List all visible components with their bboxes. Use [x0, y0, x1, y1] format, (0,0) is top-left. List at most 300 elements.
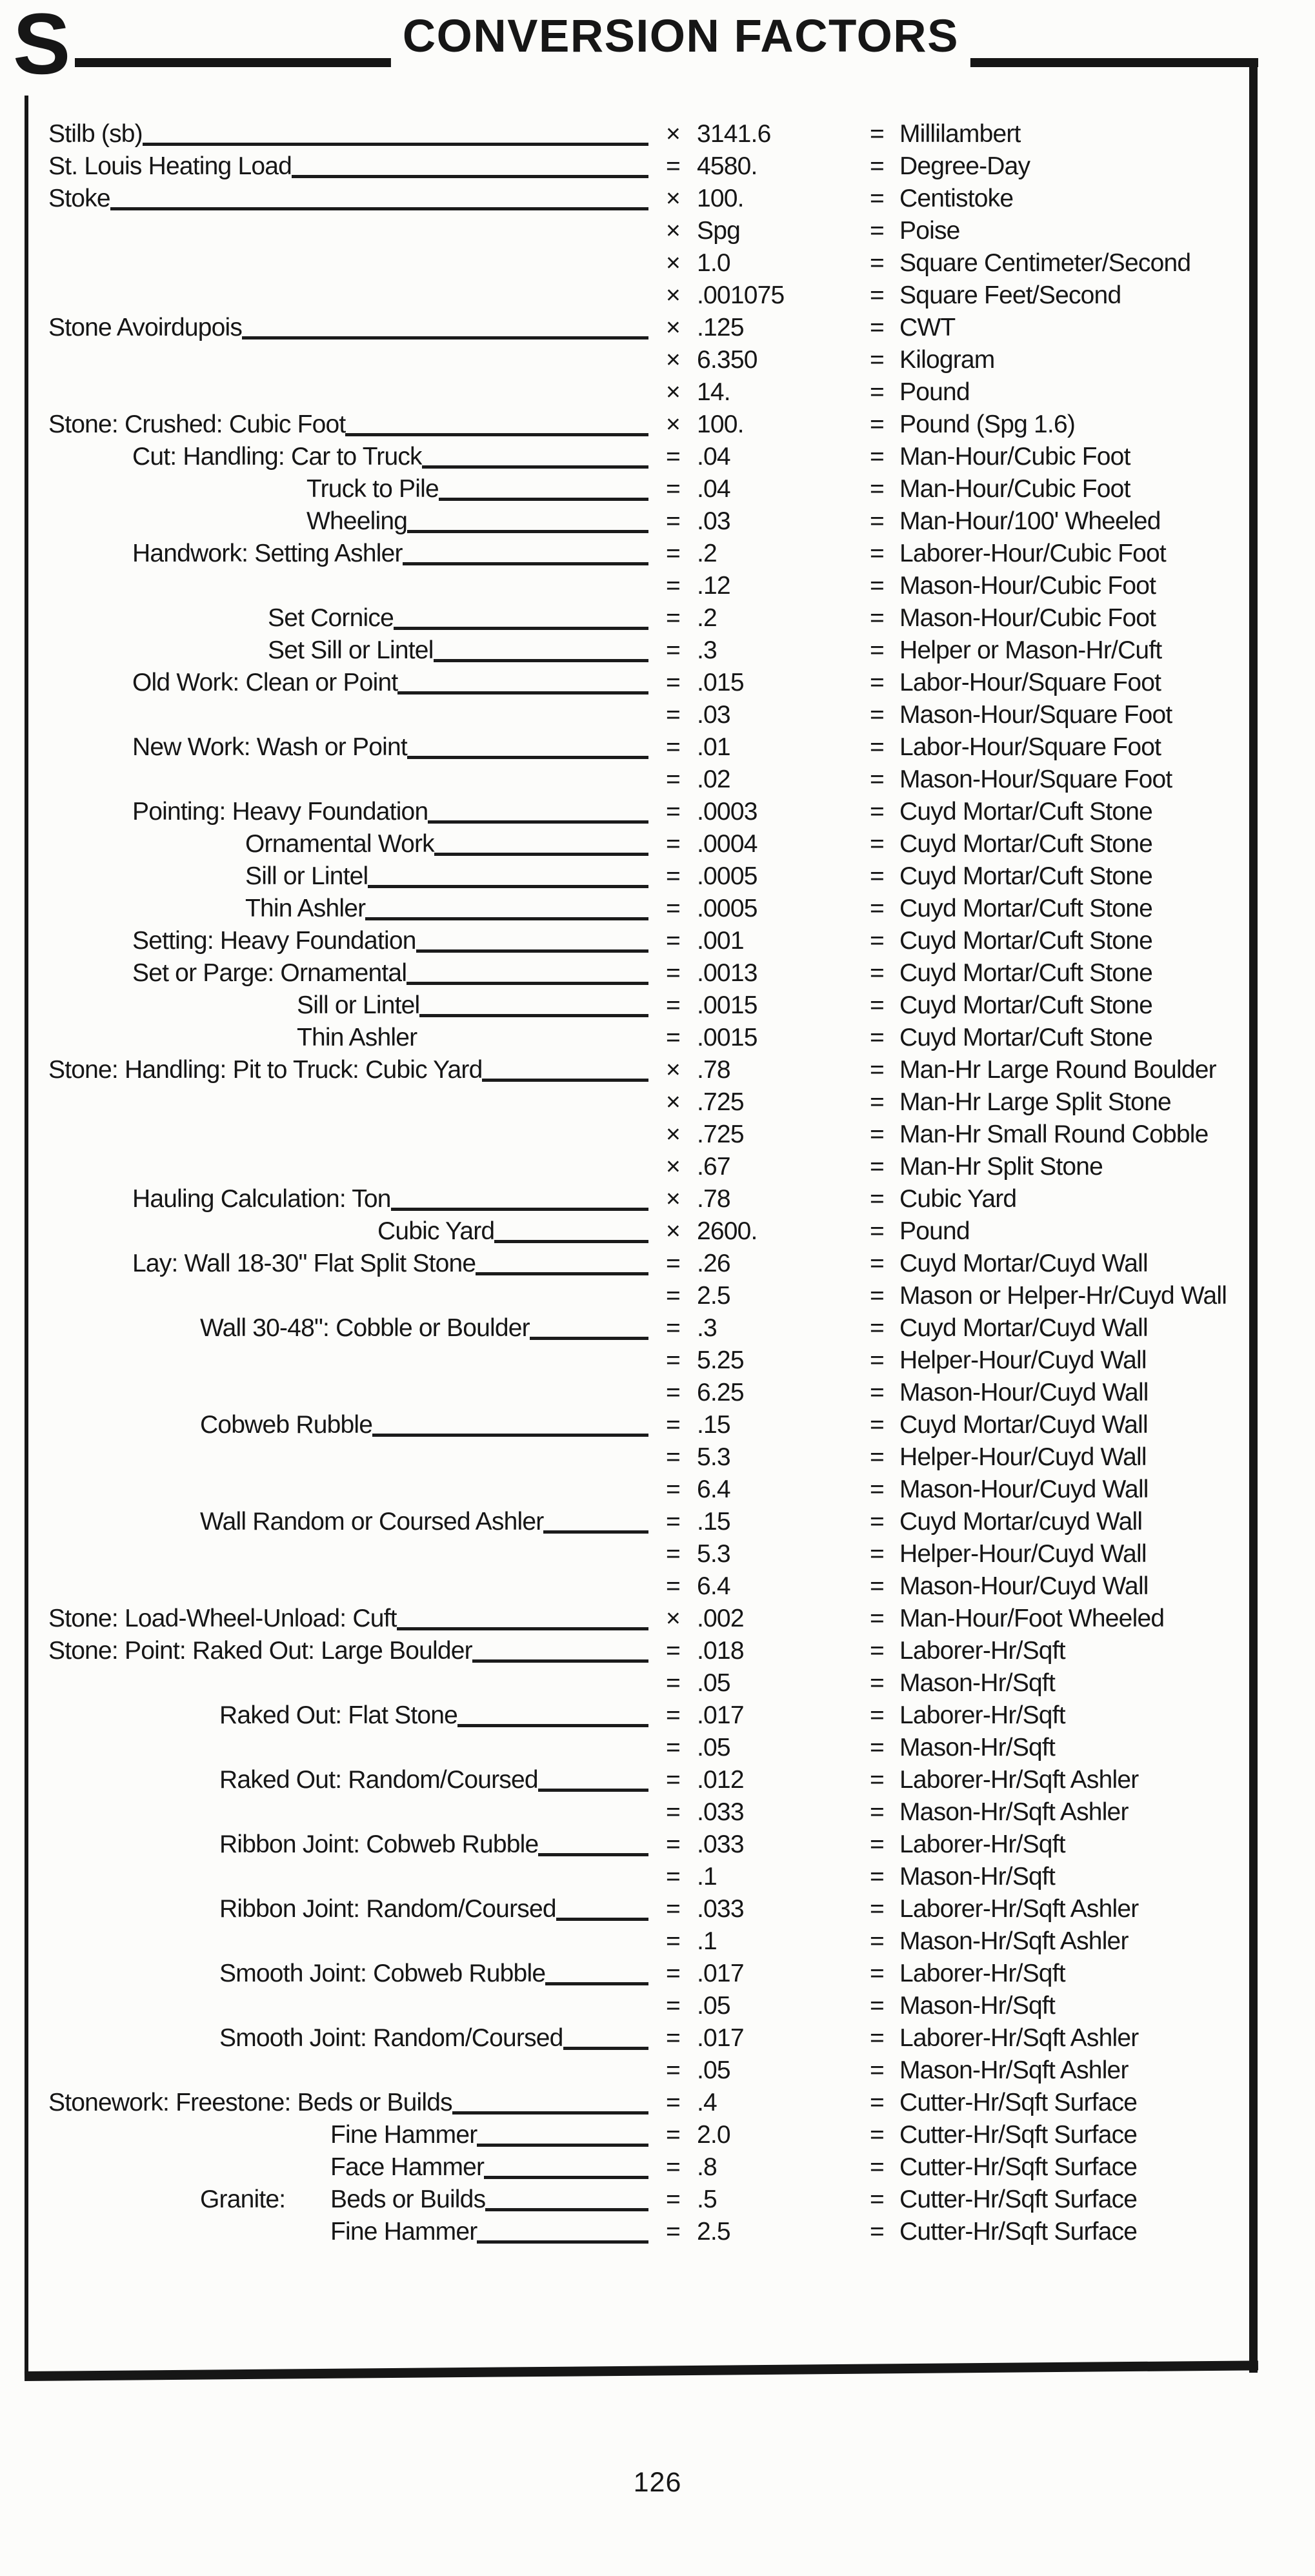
result-unit: Labor-Hour/Square Foot: [899, 669, 1161, 696]
table-row: [0, 1054, 1315, 1086]
row-factor: [666, 505, 730, 538]
row-operator: =: [666, 1346, 680, 1374]
result-unit: Square Feet/Second: [899, 281, 1121, 309]
row-operator: =: [666, 540, 680, 567]
row-factor: [666, 2151, 717, 2184]
result-equals-sign: =: [870, 507, 884, 535]
row-label: Beds or Builds: [330, 2186, 486, 2213]
row-label-group: [219, 1764, 648, 1796]
row-value: .001: [697, 927, 744, 955]
table-row: [0, 1119, 1315, 1151]
row-value: .033: [697, 1798, 744, 1826]
row-result: [870, 1861, 1055, 1893]
table-row: [0, 1151, 1315, 1183]
row-result: [870, 279, 1121, 312]
row-result: [870, 957, 1152, 989]
result-unit: CWT: [899, 314, 956, 341]
row-factor: [666, 699, 730, 731]
row-value: .018: [697, 1637, 744, 1665]
row-label: Ornamental Work: [245, 830, 434, 858]
row-label: Stone: Handling: Pit to Truck: Cubic Yard: [48, 1056, 483, 1084]
row-label: Raked Out: Flat Stone: [219, 1701, 458, 1729]
row-value: 100.: [697, 185, 744, 212]
result-unit: Laborer-Hr/Sqft Ashler: [899, 1895, 1139, 1923]
row-result: [870, 2216, 1137, 2248]
result-unit: Cuyd Mortar/Cuyd Wall: [899, 1411, 1148, 1439]
row-operator: =: [666, 1992, 680, 2020]
result-equals-sign: =: [870, 1831, 884, 1858]
result-unit: Mason-Hour/Cuyd Wall: [899, 1476, 1149, 1503]
result-unit: Cutter-Hr/Sqft Surface: [899, 2121, 1138, 2149]
row-result: [870, 1344, 1147, 1377]
row-result: [870, 1377, 1149, 1409]
leader-line: [407, 505, 648, 533]
row-factor: [666, 796, 758, 828]
leader-line: [563, 2022, 648, 2050]
table-row: [0, 1635, 1315, 1667]
result-equals-sign: =: [870, 927, 884, 955]
leader-line: [397, 667, 648, 695]
row-operator: =: [666, 1701, 680, 1729]
row-factor: [666, 1119, 744, 1151]
row-label-group: [219, 1893, 648, 1925]
result-unit: Pound: [899, 1217, 970, 1245]
row-result: [870, 409, 1075, 441]
row-value: 100.: [697, 411, 744, 438]
row-operator: =: [666, 1379, 680, 1406]
row-value: .05: [697, 2056, 730, 2084]
result-equals-sign: =: [870, 1024, 884, 1051]
row-operator: =: [666, 766, 680, 793]
row-result: [870, 1635, 1065, 1667]
row-value: 2.0: [697, 2121, 730, 2149]
result-equals-sign: =: [870, 1153, 884, 1181]
row-value: 4580.: [697, 152, 758, 180]
row-result: [870, 312, 955, 344]
row-operator: ×: [666, 249, 680, 277]
row-factor: [666, 1538, 730, 1570]
row-factor: [666, 2119, 730, 2151]
row-operator: =: [666, 2089, 680, 2116]
leader-line: [242, 312, 648, 340]
row-value: .0005: [697, 862, 758, 890]
table-row: [0, 1506, 1315, 1538]
row-result: [870, 1538, 1147, 1570]
row-operator: =: [666, 2186, 680, 2213]
row-factor: [666, 215, 740, 247]
row-factor: [666, 1377, 744, 1409]
row-value: 2.5: [697, 2218, 730, 2246]
row-factor: [666, 538, 717, 570]
row-label-group: [48, 183, 648, 215]
row-result: [870, 1280, 1227, 1312]
table-row: [0, 150, 1315, 183]
result-equals-sign: =: [870, 1185, 884, 1213]
leader-line: [452, 2087, 648, 2115]
result-equals-sign: =: [870, 2024, 884, 2052]
row-value: .002: [697, 1605, 744, 1632]
row-operator: =: [666, 862, 680, 890]
row-operator: =: [666, 1831, 680, 1858]
row-factor: [666, 957, 758, 989]
row-label-group: [132, 796, 648, 828]
table-row: [0, 312, 1315, 344]
result-unit: Cutter-Hr/Sqft Surface: [899, 2186, 1138, 2213]
row-label-group: [219, 1829, 648, 1861]
leader-line: [494, 1215, 648, 1243]
row-operator: =: [666, 1476, 680, 1503]
row-result: [870, 1667, 1055, 1699]
result-unit: Cutter-Hr/Sqft Surface: [899, 2153, 1138, 2181]
row-factor: [666, 183, 744, 215]
row-operator: =: [666, 152, 680, 180]
row-label-prefix: Granite:: [200, 2186, 286, 2213]
row-label-group: [330, 2184, 648, 2216]
row-value: 2600.: [697, 1217, 758, 1245]
result-equals-sign: =: [870, 1766, 884, 1794]
result-equals-sign: =: [870, 701, 884, 729]
row-operator: =: [666, 733, 680, 761]
row-operator: =: [666, 1540, 680, 1568]
table-row: [0, 215, 1315, 247]
row-result: [870, 699, 1172, 731]
result-unit: Mason-Hr/Sqft Ashler: [899, 2056, 1129, 2084]
row-label-group: [297, 989, 648, 1022]
table-row: [0, 1441, 1315, 1474]
result-equals-sign: =: [870, 991, 884, 1019]
result-equals-sign: =: [870, 895, 884, 922]
row-label: Set Sill or Lintel: [268, 636, 434, 664]
row-label: Set Cornice: [268, 604, 394, 632]
row-operator: =: [666, 1798, 680, 1826]
result-equals-sign: =: [870, 798, 884, 826]
result-equals-sign: =: [870, 120, 884, 148]
row-result: [870, 602, 1156, 634]
row-value: .8: [697, 2153, 717, 2181]
row-factor: [666, 1474, 730, 1506]
page-title: CONVERSION FACTORS: [391, 9, 970, 70]
row-value: .02: [697, 766, 730, 793]
result-equals-sign: =: [870, 281, 884, 309]
row-operator: ×: [666, 411, 680, 438]
result-unit: Laborer-Hr/Sqft Ashler: [899, 2024, 1139, 2052]
row-result: [870, 1119, 1209, 1151]
row-label-group: [219, 2022, 648, 2054]
result-unit: Cuyd Mortar/Cuft Stone: [899, 895, 1153, 922]
table-row: [0, 828, 1315, 860]
row-factor: [666, 1248, 730, 1280]
result-equals-sign: =: [870, 1121, 884, 1148]
row-result: [870, 1215, 970, 1248]
result-equals-sign: =: [870, 249, 884, 277]
row-factor: [666, 2022, 744, 2054]
row-label-group: [132, 957, 648, 989]
row-factor: [666, 893, 758, 925]
row-value: .017: [697, 2024, 744, 2052]
row-label-group: [132, 731, 648, 764]
result-equals-sign: =: [870, 1605, 884, 1632]
row-value: .5: [697, 2186, 717, 2213]
row-label: New Work: Wash or Point: [132, 733, 407, 761]
row-operator: ×: [666, 120, 680, 148]
result-equals-sign: =: [870, 572, 884, 600]
row-operator: =: [666, 927, 680, 955]
row-factor: [666, 1280, 730, 1312]
row-factor: [666, 118, 771, 150]
leader-line: [472, 1635, 648, 1663]
table-row: [0, 2119, 1315, 2151]
row-operator: =: [666, 701, 680, 729]
result-equals-sign: =: [870, 152, 884, 180]
row-result: [870, 376, 970, 409]
leader-line: [434, 828, 648, 856]
leader-line: [345, 409, 648, 436]
leader-line: [407, 957, 648, 985]
row-result: [870, 2184, 1137, 2216]
leader-line: [477, 2216, 648, 2244]
result-unit: Laborer-Hr/Sqft: [899, 1637, 1065, 1665]
row-label: Stoke: [48, 185, 110, 212]
result-unit: Mason-Hour/Square Foot: [899, 701, 1172, 729]
row-label: Ribbon Joint: Random/Coursed: [219, 1895, 556, 1923]
row-label-group: [48, 2087, 648, 2119]
row-label: Ribbon Joint: Cobweb Rubble: [219, 1831, 539, 1858]
row-label: Set or Parge: Ornamental: [132, 959, 407, 987]
leader-line: [394, 602, 648, 630]
table-row: [0, 538, 1315, 570]
row-label: Stone: Load-Wheel-Unload: Cuft: [48, 1605, 397, 1632]
result-unit: Laborer-Hr/Sqft Ashler: [899, 1766, 1139, 1794]
result-equals-sign: =: [870, 411, 884, 438]
result-equals-sign: =: [870, 1863, 884, 1891]
row-result: [870, 1829, 1065, 1861]
leader-line: [110, 183, 648, 210]
result-unit: Laborer-Hr/Sqft: [899, 1701, 1065, 1729]
row-label: Stone: Crushed: Cubic Foot: [48, 411, 346, 438]
table-row: [0, 1925, 1315, 1958]
row-factor: [666, 925, 744, 957]
row-operator: =: [666, 1250, 680, 1277]
result-equals-sign: =: [870, 1895, 884, 1923]
table-row: [0, 570, 1315, 602]
result-equals-sign: =: [870, 475, 884, 503]
leader-line: [143, 118, 648, 146]
row-result: [870, 1054, 1216, 1086]
row-result: [870, 505, 1161, 538]
leader-line: [545, 1958, 648, 1985]
row-operator: =: [666, 959, 680, 987]
table-row: [0, 602, 1315, 634]
row-label: Face Hammer: [330, 2153, 485, 2181]
result-equals-sign: =: [870, 1572, 884, 1600]
table-row: [0, 473, 1315, 505]
result-unit: Cuyd Mortar/Cuft Stone: [899, 1024, 1153, 1051]
conversion-table: [0, 118, 1315, 2248]
table-row: [0, 1732, 1315, 1764]
row-operator: =: [666, 798, 680, 826]
row-result: [870, 2119, 1137, 2151]
leader-line: [477, 2119, 648, 2147]
row-label: Sill or Lintel: [297, 991, 420, 1019]
page-number: 126: [633, 2467, 682, 2498]
result-unit: Mason-Hr/Sqft: [899, 1863, 1056, 1891]
row-value: .725: [697, 1121, 744, 1148]
row-factor: [666, 1699, 744, 1732]
row-label: Stonework: Freestone: Beds or Builds: [48, 2089, 452, 2116]
row-result: [870, 796, 1152, 828]
result-unit: Cuyd Mortar/Cuft Stone: [899, 798, 1153, 826]
row-value: .125: [697, 314, 744, 341]
row-label: Lay: Wall 18-30" Flat Split Stone: [132, 1250, 476, 1277]
row-value: .017: [697, 1960, 744, 1987]
result-equals-sign: =: [870, 2121, 884, 2149]
row-result: [870, 989, 1152, 1022]
row-label: Smooth Joint: Cobweb Rubble: [219, 1960, 546, 1987]
table-row: [0, 1474, 1315, 1506]
table-row: [0, 1796, 1315, 1829]
table-row: [0, 957, 1315, 989]
result-unit: Laborer-Hr/Sqft: [899, 1960, 1065, 1987]
table-row: [0, 118, 1315, 150]
result-unit: Cuyd Mortar/Cuft Stone: [899, 862, 1153, 890]
leader-line: [397, 1603, 648, 1630]
row-value: Spg: [697, 217, 740, 245]
row-operator: ×: [666, 1185, 680, 1213]
row-label: Cobweb Rubble: [200, 1411, 373, 1439]
row-factor: [666, 570, 730, 602]
leader-line: [556, 1893, 648, 1921]
table-row: [0, 699, 1315, 731]
result-equals-sign: =: [870, 1992, 884, 2020]
row-value: 5.25: [697, 1346, 744, 1374]
table-row: [0, 1344, 1315, 1377]
row-factor: [666, 1054, 730, 1086]
table-row: [0, 1215, 1315, 1248]
leader-line: [476, 1248, 648, 1275]
table-row: [0, 1603, 1315, 1635]
row-operator: =: [666, 1927, 680, 1955]
row-operator: ×: [666, 1605, 680, 1632]
row-value: .05: [697, 1992, 730, 2020]
row-label-group: [132, 1183, 648, 1215]
leader-line: [484, 2151, 648, 2179]
table-row: [0, 344, 1315, 376]
row-result: [870, 925, 1152, 957]
row-value: .001075: [697, 281, 785, 309]
table-row: [0, 1086, 1315, 1119]
row-label-group: [200, 1312, 648, 1344]
table-row: [0, 2151, 1315, 2184]
row-factor: [666, 667, 744, 699]
result-unit: Cutter-Hr/Sqft Surface: [899, 2089, 1138, 2116]
row-label: Fine Hammer: [330, 2121, 477, 2149]
row-result: [870, 1893, 1138, 1925]
row-factor: [666, 1603, 744, 1635]
row-factor: [666, 1764, 744, 1796]
row-value: .15: [697, 1508, 730, 1536]
row-operator: ×: [666, 1217, 680, 1245]
row-label-group: [330, 2216, 648, 2248]
row-result: [870, 1764, 1138, 1796]
result-equals-sign: =: [870, 1798, 884, 1826]
result-unit: Square Centimeter/Second: [899, 249, 1191, 277]
row-result: [870, 1409, 1148, 1441]
table-row: [0, 1764, 1315, 1796]
row-value: 1.0: [697, 249, 730, 277]
row-label: Raked Out: Random/Coursed: [219, 1766, 538, 1794]
row-value: .2: [697, 604, 717, 632]
table-row: [0, 376, 1315, 409]
row-label-group: [297, 1022, 648, 1054]
row-result: [870, 247, 1190, 279]
row-factor: [666, 376, 730, 409]
table-row: [0, 925, 1315, 957]
row-operator: =: [666, 895, 680, 922]
row-factor: [666, 1506, 730, 1538]
row-operator: =: [666, 475, 680, 503]
row-factor: [666, 860, 758, 893]
result-equals-sign: =: [870, 636, 884, 664]
row-value: 3141.6: [697, 120, 771, 148]
result-equals-sign: =: [870, 1379, 884, 1406]
row-label-group: [245, 860, 648, 893]
leader-line: [422, 441, 648, 469]
row-result: [870, 1732, 1055, 1764]
row-label: Fine Hammer: [330, 2218, 477, 2246]
row-value: .78: [697, 1056, 730, 1084]
row-label-group: [377, 1215, 648, 1248]
table-row: [0, 764, 1315, 796]
row-result: [870, 1603, 1164, 1635]
row-operator: ×: [666, 1088, 680, 1116]
leader-line: [485, 2184, 648, 2211]
row-label-group: [200, 1506, 648, 1538]
row-operator: ×: [666, 346, 680, 374]
result-unit: Man-Hr Large Split Stone: [899, 1088, 1171, 1116]
result-equals-sign: =: [870, 1701, 884, 1729]
result-unit: Cubic Yard: [899, 1185, 1017, 1213]
result-equals-sign: =: [870, 185, 884, 212]
result-unit: Cutter-Hr/Sqft Surface: [899, 2218, 1138, 2246]
row-operator: =: [666, 1314, 680, 1342]
table-row: [0, 441, 1315, 473]
row-label-group: [48, 409, 648, 441]
row-result: [870, 118, 1021, 150]
table-row: [0, 1248, 1315, 1280]
result-unit: Mason or Helper-Hr/Cuyd Wall: [899, 1282, 1227, 1310]
row-operator: =: [666, 1863, 680, 1891]
row-result: [870, 1699, 1065, 1732]
row-result: [870, 1086, 1171, 1119]
row-result: [870, 538, 1166, 570]
row-label: Thin Ashler: [245, 895, 366, 922]
row-value: 6.350: [697, 346, 758, 374]
row-operator: =: [666, 1734, 680, 1761]
row-factor: [666, 473, 730, 505]
row-operator: =: [666, 604, 680, 632]
row-operator: ×: [666, 1056, 680, 1084]
row-result: [870, 473, 1130, 505]
result-equals-sign: =: [870, 669, 884, 696]
result-unit: Man-Hour/Cubic Foot: [899, 475, 1130, 503]
row-value: .78: [697, 1185, 730, 1213]
row-value: .03: [697, 507, 730, 535]
table-row: [0, 893, 1315, 925]
row-result: [870, 1151, 1103, 1183]
row-operator: =: [666, 2024, 680, 2052]
result-equals-sign: =: [870, 2056, 884, 2084]
row-factor: [666, 312, 744, 344]
